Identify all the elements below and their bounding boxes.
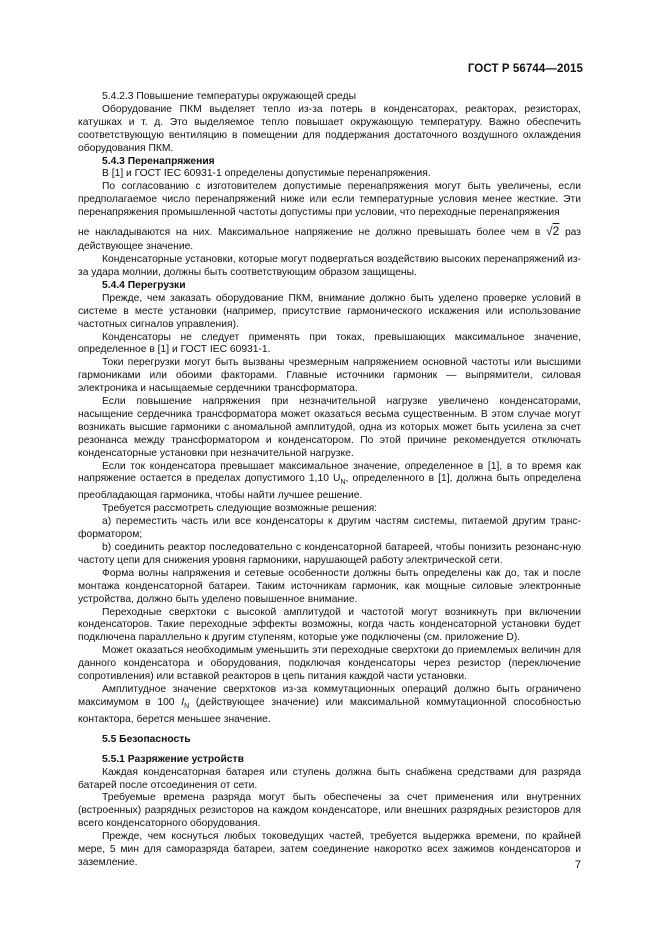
- clause-5-5-heading: 5.5 Безопасность: [102, 733, 191, 745]
- paragraph: Прежде, чем заказать оборудование ПКМ, внимание должно быть уделено проверке условий в системе в месте установки (например, присутствие гармонического искажения или использование частотных сигналов управления).: [78, 292, 581, 330]
- in-text-after: (действующее значение) или максимальной коммутационной способностью контактора, берется меньшее значение.: [78, 696, 581, 725]
- paragraph: Требуется рассмотреть следующие возможные решения:: [102, 503, 378, 515]
- sqrt-text-before: не накладываются на них. Максимальное напряжение не должно превышать более чем в: [78, 227, 541, 239]
- clause-5-5-1-heading: 5.5.1 Разряжение устройств: [102, 753, 244, 765]
- in-subscript: N: [184, 702, 190, 710]
- document-body: [78, 91, 581, 870]
- list-item-a: a) переместить часть или все конденсаторы к другим частям системы, питаемой другим транс-форматором;: [78, 516, 581, 541]
- paragraph-un: [78, 461, 581, 504]
- list-item-b: b) соединить реактор последовательно с конденсаторной батареей, чтобы понизить резонанс-ную частоту цепи для снижения уровня гармоники, нарушающей работу электрической сети.: [78, 542, 581, 566]
- paragraph-sqrt: [78, 224, 581, 254]
- sqrt-text-after: раз действующее значение.: [78, 227, 581, 253]
- paragraph: Оборудование ПКМ выделяет тепло из-за потерь в конденсаторах, реакторах, резисторах, катушках и т. д. Это выделяемое тепло повышает окружающую температуру. Важно обеспечить соответствующую вентиляцию в помещении для поддержания достаточного воздушного охлаждения оборудования ПКМ.: [78, 103, 581, 154]
- page-number: 7: [574, 859, 581, 871]
- paragraph: По согласованию с изготовителем допустимые перенапряжения могут быть увеличены, если предполагаемое число перенапряжений ниже или если температурные условия менее жесткие. Эти перенапряжения промышленной частоты допустимы при условии, что переходные перенапряжения: [78, 181, 581, 219]
- paragraph-in: [78, 684, 581, 727]
- paragraph: Конденсаторные установки, которые могут подвергаться воздействию высоких перенапряжений из-за удара молнии, должны быть соответствующим образом защищены.: [78, 254, 581, 278]
- clause-5-4-2-3-heading: 5.4.2.3 Повышение температуры окружающей среды: [102, 91, 357, 102]
- paragraph: Если повышение напряжения при незначительной нагрузке увеличено конденсаторами, насыщение сердечника трансформатора может оказаться весьма существенным. В этом случае могут возникать высшие гармоники с аномальной амплитудой, одна из которых может быть усилена за счет резонанса между трансформатором и конденсатором. По этой причине рекомендуется отключать конденсаторные установки при незначительной нагрузке.: [78, 396, 581, 459]
- paragraph: Конденсаторы не следует применять при токах, превышающих максимальное значение, определенное в [1] и ГОСТ IEC 60931-1.: [78, 331, 581, 356]
- in-symbol: I: [181, 696, 185, 708]
- document-id: ГОСТ Р 56744—2015: [467, 63, 583, 75]
- clause-5-4-4-heading: 5.4.4 Перегрузки: [102, 279, 186, 291]
- paragraph: Переходные сверхтоки с высокой амплитудой и частотой могут возникнуть при включении конденсаторов. Такие переходные эффекты возможны, когда часть конденсаторной установки будет подключена параллельно к другим ступеням, которые уже подключены (см. приложение D).: [78, 606, 581, 644]
- in-text-before: Амплитудное значение сверхтоков из-за коммутационных операций должно быть ограничено максимумом в 100: [78, 684, 581, 708]
- un-text-after: , определенного в [1], должна быть определена преобладающая гармоника, чтобы найти лучшее решение.: [78, 473, 581, 502]
- un-subscript: N: [340, 479, 346, 487]
- un-text-before: Если ток конденсатора превышает максимальное значение, определенное в [1], в то время как напряжение остается в пределах допустимого 1,10 U: [78, 460, 581, 485]
- clause-5-4-3-heading: 5.4.3 Перенапряжения: [102, 155, 215, 167]
- paragraph: Прежде, чем коснуться любых токоведущих частей, требуется выдержка времени, по крайней мере, 5 мин для саморазряда батареи, затем соединение накоротко всех зажимов конденсаторов и заземление.: [78, 831, 581, 868]
- paragraph: Токи перегрузки могут быть вызваны чрезмерным напряжением основной частоты или высшими гармониками или обоими факторами. Главные источники гармоник — выпрямители, силовая электроника и насыщаемые сердечники трансформатора.: [78, 357, 581, 395]
- sqrt-symbol: √: [545, 224, 553, 239]
- paragraph: Требуемые времена разряда могут быть обеспечены за счет применения или внутренних (встроенных) разрядных резисторов на каждом конденсаторе, или внешних разрядных резисторов для всего конденсаторного оборудования.: [78, 792, 581, 830]
- paragraph: Может оказаться необходимым уменьшить эти переходные сверхтоки до приемлемых величин для данного конденсатора и оборудования, подключая конденсаторы через резистор (переключение сопротивления) или вставкой реакторов в цепь питания каждой части установки.: [78, 645, 581, 683]
- paragraph: Каждая конденсаторная батарея или ступень должна быть снабжена средствами для разряда батарей после отсоединения от сети.: [78, 766, 581, 791]
- sqrt-argument: 2: [552, 224, 560, 239]
- paragraph: В [1] и ГОСТ IEC 60931-1 определены допустимые перенапряжения.: [102, 168, 431, 180]
- paragraph: Форма волны напряжения и сетевые особенности должны быть определены как до, так и после монтажа конденсаторной батареи. Таким источникам гармоник, как мощные силовые электронные устройства, должно быть уделено повышенное внимание.: [78, 567, 581, 605]
- sqrt-two-formula: [546, 224, 559, 238]
